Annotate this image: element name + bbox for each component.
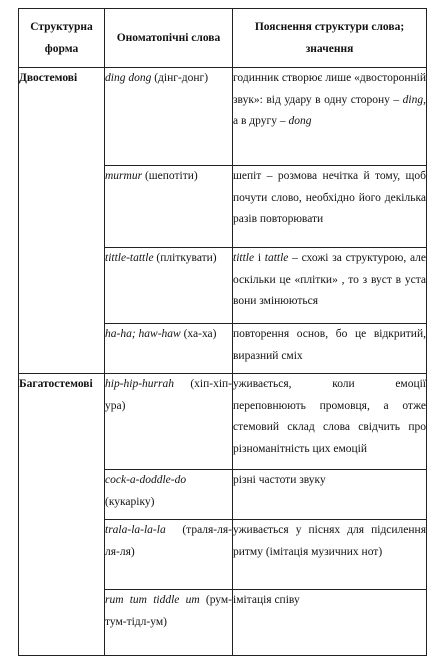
english-word: trala-la-la-la bbox=[105, 524, 166, 536]
structural-form-cell bbox=[19, 324, 105, 374]
ukrainian-translation: (рум-тум-тідл-ум) bbox=[105, 594, 232, 628]
explanation-cell bbox=[233, 166, 427, 248]
table-row bbox=[19, 590, 427, 656]
explanation-text: імітація співу bbox=[233, 594, 300, 606]
header-onomatopoeic-words: Ономатопічні слова bbox=[105, 9, 233, 68]
explanation-text: tittle bbox=[233, 252, 255, 264]
structural-form-cell bbox=[19, 520, 105, 590]
explanation-cell bbox=[233, 68, 427, 166]
table-row bbox=[19, 324, 427, 374]
explanation-cell bbox=[233, 324, 427, 374]
table-row bbox=[19, 166, 427, 248]
onomatopoeic-word-cell bbox=[105, 68, 233, 166]
structural-form-cell bbox=[19, 590, 105, 656]
ukrainian-translation: (ха-ха) bbox=[180, 328, 217, 340]
explanation-cell bbox=[233, 248, 427, 324]
structural-form-cell: Багатостемові bbox=[19, 374, 105, 470]
english-word: cock-a-doddle-do bbox=[105, 474, 187, 486]
explanation-text: і bbox=[254, 252, 265, 264]
explanation-text: уживається, коли емоції переповнюють промовця, а отже стемовий склад слова свідчить про різноманітність цих емоцій bbox=[233, 378, 426, 455]
english-word: ha-ha; haw-haw bbox=[105, 328, 181, 340]
explanation-text: шепіт – розмова нечітка й тому, щоб почути слово, необхідно його декілька разів повторювати bbox=[233, 170, 426, 225]
explanation-text: tattle bbox=[264, 252, 289, 264]
table-row bbox=[19, 470, 427, 520]
english-word: tittle-tattle bbox=[105, 252, 154, 264]
english-word: hip-hip-hurrah bbox=[105, 378, 174, 390]
onomatopoeic-word-cell bbox=[105, 324, 233, 374]
explanation-text: уживається у піснях для підсилення ритму (імітація музичних нот) bbox=[233, 524, 426, 558]
explanation-cell bbox=[233, 590, 427, 656]
onomatopoeic-word-cell bbox=[105, 166, 233, 248]
explanation-text: – схожі за структурою, але оскільки це «плітки» , то з вуст в уста вони змінюються bbox=[233, 252, 426, 307]
explanation-text: повторення основ, бо це відкритий, виразний сміх bbox=[233, 328, 426, 362]
onomatopoeic-word-cell bbox=[105, 248, 233, 324]
explanation-text: різні частоти звуку bbox=[233, 474, 326, 486]
english-word: ding dong bbox=[105, 72, 152, 84]
onomatopoeic-word-cell bbox=[105, 520, 233, 590]
english-word: murmur bbox=[105, 170, 143, 182]
structural-form-cell bbox=[19, 248, 105, 324]
table-row bbox=[19, 374, 427, 470]
ukrainian-translation: (хіп-хіп-ура) bbox=[105, 378, 232, 412]
ukrainian-translation: (дінг-донг) bbox=[151, 72, 209, 84]
structural-form-cell bbox=[19, 470, 105, 520]
table-body bbox=[19, 68, 427, 656]
ukrainian-translation: (кукаріку) bbox=[105, 495, 155, 508]
header-structural-form: Структурна форма bbox=[19, 9, 105, 68]
explanation-text: , а в другу – bbox=[233, 93, 426, 127]
ukrainian-translation: (траля-ля-ля-ля) bbox=[105, 524, 232, 558]
english-word: rum tum tiddle um bbox=[105, 594, 200, 606]
table-row bbox=[19, 248, 427, 324]
table-row bbox=[19, 520, 427, 590]
explanation-text: годинник створює лише «двосторонній звук»: від удару в одну сторону – bbox=[233, 72, 426, 106]
onomatopoeic-word-cell bbox=[105, 374, 233, 470]
explanation-cell bbox=[233, 374, 427, 470]
explanation-cell bbox=[233, 470, 427, 520]
ukrainian-translation: (шепотіти) bbox=[142, 170, 198, 182]
ukrainian-translation: (пліткувати) bbox=[153, 252, 217, 264]
header-explanation: Пояснення структури слова; значення bbox=[233, 9, 427, 68]
table-row bbox=[19, 68, 427, 166]
onomatopoeic-word-cell bbox=[105, 590, 233, 656]
explanation-text: ding bbox=[402, 93, 424, 106]
table-header-row bbox=[19, 9, 427, 68]
structural-form-cell: Двостемові bbox=[19, 68, 105, 166]
explanation-text: dong bbox=[288, 115, 312, 127]
onomatopoeic-word-cell bbox=[105, 470, 233, 520]
explanation-cell bbox=[233, 520, 427, 590]
onomatopoeia-table bbox=[18, 8, 427, 656]
structural-form-cell bbox=[19, 166, 105, 248]
